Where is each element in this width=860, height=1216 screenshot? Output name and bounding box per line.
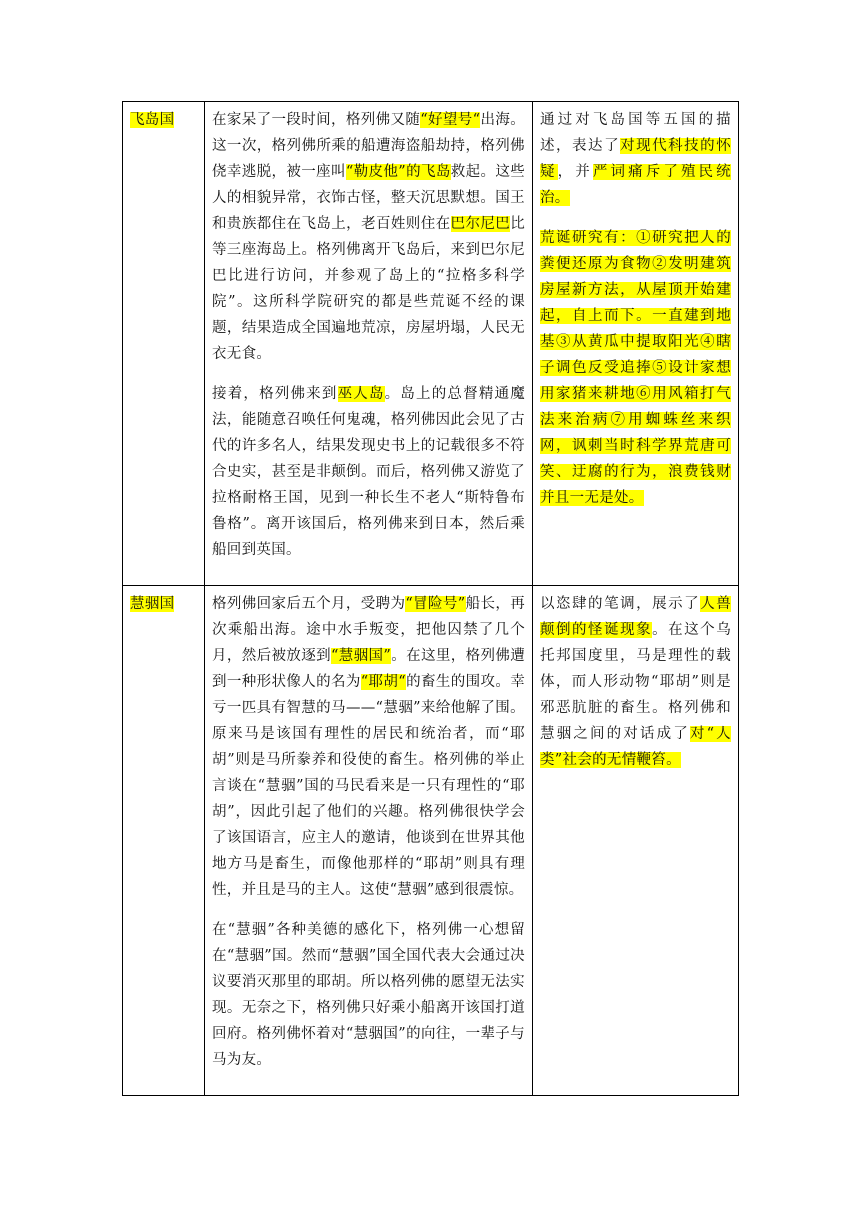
highlighted-text: 巫人岛 (337, 386, 385, 402)
highlighted-text: 对“人类”社会的无情鞭笞。 (540, 726, 731, 768)
text-run: 比等三座海岛上。格列佛离开飞岛后，来到巴尔尼巴比进行访问，并参观了岛上的“拉格多科学院”。这所科学院研究的都是些荒诞不经的课题，结果造成全国遍地荒凉，房屋坍塌，人民无衣无食。 (212, 216, 525, 362)
text-run: 船长，再次乘船出海。途中水手叛变，把他囚禁了几个月，然后被放逐到 (212, 596, 525, 664)
text-run: 在家呆了一段时间，格列佛又随 (212, 112, 421, 128)
highlighted-text: “慧骃国” (331, 648, 392, 664)
plot-paragraph (212, 591, 525, 903)
country-name-cell (123, 102, 205, 586)
analysis-paragraph (540, 107, 731, 211)
text-run: 。岛上的总督精通魔法，能随意召唤任何鬼魂，格列佛因此会见了古代的许多名人，结果发现史书上的记载很多不符合史实，甚至是非颠倒。而后，格列佛又游览了拉格耐格王国，见到一种长生不老人“斯特鲁布鲁格”。离开该国后，格列佛来到日本，然后乘船回到英国。 (212, 386, 526, 558)
highlighted-text: “冒险号” (405, 596, 466, 612)
plot-summary-cell (205, 102, 533, 586)
plot-summary-cell (205, 586, 533, 1096)
highlighted-text: 巴尔尼巴 (450, 216, 511, 232)
highlighted-text: “勒皮他”的飞岛 (345, 164, 451, 180)
text-run: 通过对飞岛国等五国的描述，表达了 (540, 112, 731, 154)
text-run: 以恣肆的笔调，展示了 (540, 596, 701, 612)
text-run: 出海。这一次，格列佛所乘的船遭海盗船劫持，格列佛侥幸逃脱，被一座叫 (212, 112, 525, 180)
country-name: 飞岛国 (130, 112, 175, 128)
country-name: 慧骃国 (130, 596, 175, 612)
highlighted-text: 人兽颠倒的怪诞现象 (540, 596, 732, 638)
analysis-cell (533, 586, 739, 1096)
analysis-paragraph (540, 225, 731, 511)
plot-paragraph (212, 917, 525, 1073)
plot-paragraph (212, 381, 525, 563)
text-run: 救起。这些人的相貌异常，衣饰古怪，整天沉思默想。国王和贵族都住在飞岛上，老百姓则住在 (212, 164, 526, 232)
text-run: 接着，格列佛来到 (212, 386, 338, 402)
text-run: 的畜生的围攻。幸亏一匹具有智慧的马——“慧骃”来给他解了围。原来马是该国有理性的居民和统治者，而“耶胡”则是马所豢养和役使的畜生。格列佛的举止言谈在“慧骃”国的马民看来是一只有理性的“耶胡”，因此引起了他们的兴趣。格列佛很快学会了该国语言，应主人的邀请，他谈到在世界其他地方马是畜生，而像他那样的“耶胡”则具有理性，并且是马的主人。这使“慧骃”感到很震惊。 (212, 674, 525, 898)
country-name-cell (123, 586, 205, 1096)
table-row (123, 102, 739, 586)
analysis-cell (533, 102, 739, 586)
content-table (122, 101, 739, 1096)
analysis-paragraph (540, 591, 731, 773)
plot-paragraph (212, 107, 525, 367)
text-run: ，并 (557, 164, 593, 180)
text-run: 。在这个乌托邦国度里，马是理性的载体，而人形动物“耶胡”则是邪恶肮脏的畜生。格列佛和慧骃之间的对话成了 (540, 622, 731, 742)
highlighted-text: 荒诞研究有：①研究把人的粪便还原为食物②发明建筑房屋新方法，从屋顶开始建起，自上而下。一直建到地基③从黄瓜中提取阳光④瞎子调色反受追捧⑤设计家想用家猪来耕地⑥用风箱打气法来治病⑦用蜘蛛丝来织网，讽刺当时科学界荒唐可笑、迂腐的行为，浪费钱财并且一无是处。 (540, 230, 731, 506)
highlighted-text: 严词痛斥了殖民统治。 (540, 164, 731, 206)
text-run: 格列佛回家后五个月，受聘为 (212, 596, 406, 612)
text-run: 在“慧骃”各种美德的感化下，格列佛一心想留在“慧骃”国。然而“慧骃”国全国代表大会通过决议要消灭那里的耶胡。所以格列佛的愿望无法实现。无奈之下，格列佛只好乘小船离开该国打道回府。格列佛怀着对“慧骃国”的向往，一辈子与马为友。 (212, 922, 525, 1068)
text-run: 。在这里，格列佛遭到一种形状像人的名为 (212, 648, 525, 690)
highlighted-text: 对现代科技的怀疑 (540, 138, 731, 180)
highlighted-text: “耶胡“ (360, 674, 406, 690)
highlighted-text: “好望号“ (420, 112, 481, 128)
table-row (123, 586, 739, 1096)
